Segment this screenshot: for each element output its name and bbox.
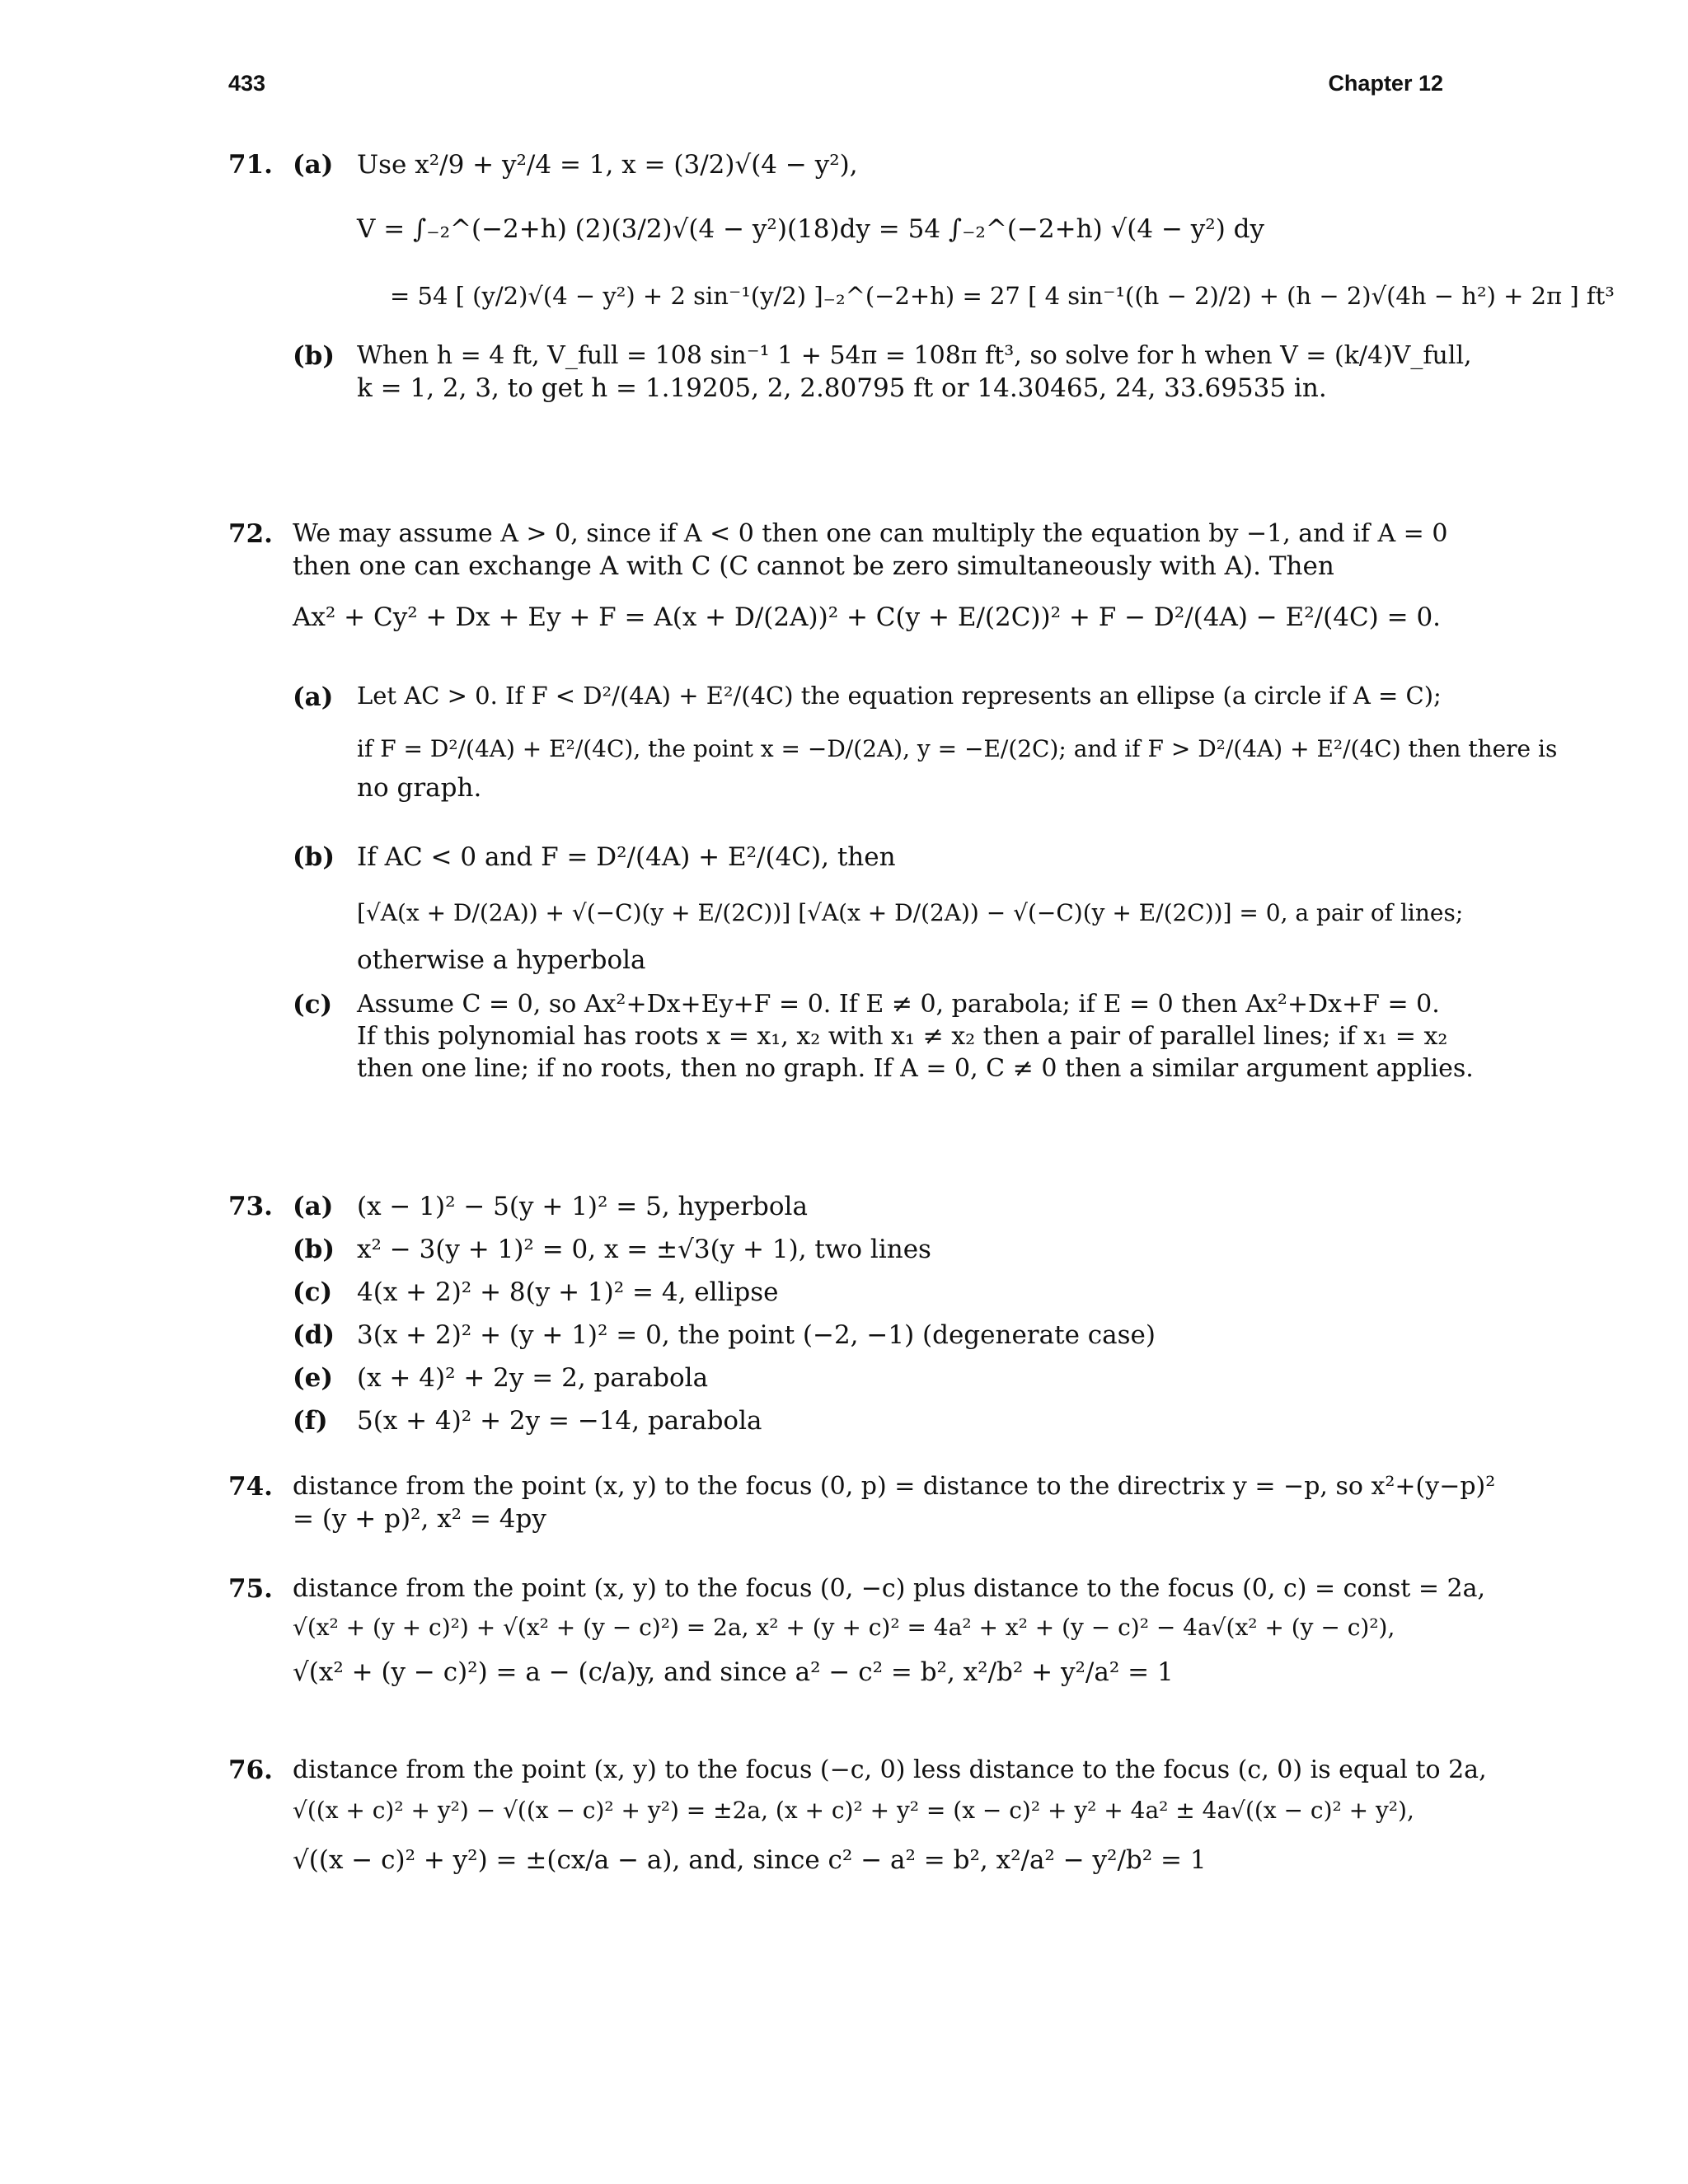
equation-line: [√A(x + D/(2A)) + √(−C)(y + E/(2C))] [√A(x + D/(2A)) − √(−C)(y + E/(2C))] = 0, a pair of lines; xyxy=(357,899,1464,927)
answer-text: (x − 1)² − 5(y + 1)² = 5, hyperbola xyxy=(357,1192,808,1221)
list-item xyxy=(293,1276,1465,1319)
equation-line: Use x²/9 + y²/4 = 1, x = (3/2)√(4 − y²), xyxy=(357,150,858,180)
answer-text: 3(x + 2)² + (y + 1)² = 0, the point (−2, −1) (degenerate case) xyxy=(357,1320,1156,1350)
answer-text: 5(x + 4)² + 2y = −14, parabola xyxy=(357,1406,762,1436)
text-line: k = 1, 2, 3, to get h = 1.19205, 2, 2.80795 ft or 14.30465, 24, 33.69535 in. xyxy=(357,373,1327,404)
list-item xyxy=(293,1361,1465,1404)
text-line: distance from the point (x, y) to the focus (0, −c) plus distance to the focus (0, c) = const = 2a, xyxy=(293,1574,1486,1603)
problem-number: 75. xyxy=(228,1574,273,1604)
problem-74 xyxy=(228,1470,1496,1535)
part-label: (f) xyxy=(293,1406,328,1436)
part-a xyxy=(293,148,1615,312)
problem-number: 71. xyxy=(228,150,273,180)
problem-73 xyxy=(228,1190,1465,1447)
problem-number: 72. xyxy=(228,519,273,549)
text-line: no graph. xyxy=(357,772,482,803)
part-label: (b) xyxy=(293,341,335,372)
problem-71 xyxy=(228,148,1615,405)
part-c xyxy=(293,988,1474,1085)
equation-line: = 54 [ (y/2)√(4 − y²) + 2 sin⁻¹(y/2) ]₋₂^(−2+h) = 27 [ 4 sin⁻¹((h − 2)/2) + (h − 2)√(4h − h²) + 2π ] ft³ xyxy=(390,281,1615,310)
part-label: (a) xyxy=(293,682,334,712)
part-b xyxy=(293,340,1472,405)
equation-line: √(x² + (y − c)²) = a − (c/a)y, and since a² − c² = b², x²/b² + y²/a² = 1 xyxy=(293,1657,1174,1688)
text-line: Let AC > 0. If F < D²/(4A) + E²/(4C) the equation represents an ellipse (a circle if A = C); xyxy=(357,681,1442,710)
text-line: otherwise a hyperbola xyxy=(357,944,646,975)
answer-list xyxy=(293,1190,1465,1447)
list-item xyxy=(293,1233,1465,1276)
text-line: if F = D²/(4A) + E²/(4C), the point x = −D/(2A), y = −E/(2C); and if F > D²/(4A) + E²/(4C) then there is xyxy=(357,735,1558,763)
answer-text: 4(x + 2)² + 8(y + 1)² = 4, ellipse xyxy=(357,1277,779,1307)
answer-text: x² − 3(y + 1)² = 0, x = ±√3(y + 1), two lines xyxy=(357,1235,931,1264)
text-line: If AC < 0 and F = D²/(4A) + E²/(4C), then xyxy=(357,841,896,872)
text-line: then one line; if no roots, then no graph. If A = 0, C ≠ 0 then a similar argument applies. xyxy=(357,1053,1474,1083)
list-item xyxy=(293,1319,1465,1361)
part-label: (b) xyxy=(293,841,335,872)
problem-75 xyxy=(228,1572,1486,1690)
text-line: distance from the point (x, y) to the focus (0, p) = distance to the directrix y = −p, so x²+(y−p)² xyxy=(293,1472,1496,1501)
problem-76 xyxy=(228,1754,1487,1877)
problem-number: 76. xyxy=(228,1755,273,1785)
list-item xyxy=(293,1190,1465,1233)
equation-line: √((x − c)² + y²) = ±(cx/a − a), and, since c² − a² = b², x²/a² − y²/b² = 1 xyxy=(293,1845,1207,1876)
text-line: We may assume A > 0, since if A < 0 then one can multiply the equation by −1, and if A = 0 xyxy=(293,519,1448,548)
text-line: If this polynomial has roots x = x₁, x₂ with x₁ ≠ x₂ then a pair of parallel lines; if x₁ = x₂ xyxy=(357,1021,1448,1051)
chapter-title: Chapter 12 xyxy=(1328,71,1443,96)
text-line: Assume C = 0, so Ax²+Dx+Ey+F = 0. If E ≠ 0, parabola; if E = 0 then Ax²+Dx+F = 0. xyxy=(357,989,1440,1019)
text-line: then one can exchange A with C (C cannot be zero simultaneously with A). Then xyxy=(293,551,1334,581)
part-label: (c) xyxy=(293,989,333,1019)
part-label: (c) xyxy=(293,1277,333,1307)
part-label: (a) xyxy=(293,150,334,180)
part-label: (d) xyxy=(293,1320,335,1350)
answer-text: (x + 4)² + 2y = 2, parabola xyxy=(357,1363,709,1393)
part-label: (e) xyxy=(293,1363,334,1393)
problem-72 xyxy=(228,518,1558,1085)
page-number: 433 xyxy=(228,71,266,96)
equation-line: √(x² + (y + c)²) + √(x² + (y − c)²) = 2a, x² + (y + c)² = 4a² + x² + (y − c)² − 4a√(x² + (y − c)²), xyxy=(293,1614,1395,1641)
equation-line: Ax² + Cy² + Dx + Ey + F = A(x + D/(2A))² + C(y + E/(2C))² + F − D²/(4A) − E²/(4C) = 0. xyxy=(293,602,1442,633)
text-line: = (y + p)², x² = 4py xyxy=(293,1504,546,1534)
part-a xyxy=(293,681,1558,804)
list-item xyxy=(293,1404,1465,1447)
part-label: (a) xyxy=(293,1192,334,1221)
problem-number: 74. xyxy=(228,1472,273,1502)
equation-line: √((x + c)² + y²) − √((x − c)² + y²) = ±2a, (x + c)² + y² = (x − c)² + y² + 4a² ± 4a√((x − c)² + y²), xyxy=(293,1797,1414,1824)
problem-number: 73. xyxy=(228,1192,273,1221)
text-line: distance from the point (x, y) to the focus (−c, 0) less distance to the focus (c, 0) is equal to 2a, xyxy=(293,1755,1487,1784)
text-line: When h = 4 ft, V_full = 108 sin⁻¹ 1 + 54π = 108π ft³, so solve for h when V = (k/4)V_full, xyxy=(357,341,1472,371)
part-label: (b) xyxy=(293,1235,335,1264)
equation-line: V = ∫₋₂^(−2+h) (2)(3/2)√(4 − y²)(18)dy = 54 ∫₋₂^(−2+h) √(4 − y²) dy xyxy=(357,214,1265,245)
part-b xyxy=(293,841,1465,977)
